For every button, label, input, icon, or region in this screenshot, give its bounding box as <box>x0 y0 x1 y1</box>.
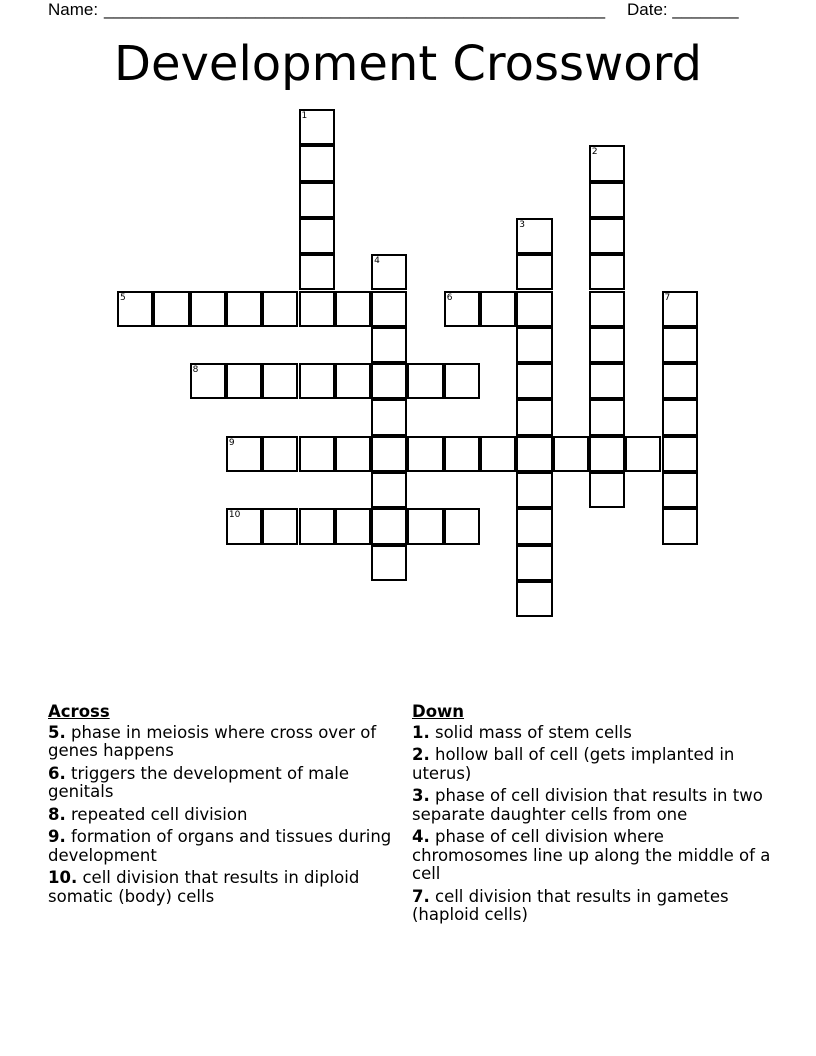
clue-text: triggers the development of male genitals <box>48 763 350 801</box>
clue-text: phase in meiosis where cross over of genes happens <box>48 722 377 760</box>
grid-cell[interactable] <box>516 508 552 544</box>
clue-number: 6. <box>48 763 66 783</box>
clue-number: 3. <box>412 786 430 805</box>
grid-cell[interactable] <box>299 109 335 145</box>
across-clue <box>48 869 398 906</box>
grid-cell[interactable] <box>516 472 552 508</box>
clue-number: 1. <box>412 722 430 742</box>
down-clues <box>412 703 782 929</box>
grid-cell[interactable] <box>371 508 407 544</box>
grid-cell[interactable] <box>262 436 298 472</box>
grid-cell[interactable] <box>153 291 189 327</box>
grid-cell[interactable] <box>444 291 480 327</box>
clue-text: solid mass of stem cells <box>429 722 632 742</box>
grid-cell[interactable] <box>371 363 407 399</box>
grid-cell[interactable] <box>371 327 407 363</box>
grid-cell[interactable] <box>662 291 698 327</box>
grid-cell[interactable] <box>589 182 625 218</box>
grid-cell[interactable] <box>117 291 153 327</box>
clue-number: 7 <box>664 292 671 303</box>
clue-text: phase of cell division where chromosomes line up along the middle of a cell <box>412 827 771 883</box>
grid-cell[interactable] <box>299 363 335 399</box>
grid-cell[interactable] <box>589 254 625 290</box>
grid-cell[interactable] <box>589 436 625 472</box>
grid-cell[interactable] <box>589 291 625 327</box>
clue-text: phase of cell division that results in two separate daughter cells from one <box>412 786 763 824</box>
across-heading: Across <box>48 702 110 721</box>
clue-number: 1 <box>301 111 308 121</box>
across-clues <box>48 703 398 910</box>
grid-cell[interactable] <box>625 436 661 472</box>
page-title: Development Crossword <box>114 36 702 92</box>
grid-cell[interactable] <box>299 436 335 472</box>
clue-number: 8 <box>192 365 199 376</box>
grid-cell[interactable] <box>299 254 335 290</box>
grid-cell[interactable] <box>516 399 552 435</box>
grid-cell[interactable] <box>371 436 407 472</box>
clue-number: 3 <box>519 219 526 230</box>
grid-cell[interactable] <box>190 291 226 327</box>
clue-number: 5. <box>48 722 66 742</box>
grid-cell[interactable] <box>662 436 698 472</box>
grid-cell[interactable] <box>371 254 407 290</box>
clue-number: 7. <box>412 886 430 906</box>
grid-cell[interactable] <box>226 291 262 327</box>
grid-cell[interactable] <box>662 508 698 544</box>
grid-cell[interactable] <box>589 218 625 254</box>
clue-number: 8. <box>48 804 66 824</box>
grid-cell[interactable] <box>335 363 371 399</box>
clue-number: 6 <box>446 292 453 303</box>
grid-cell[interactable] <box>516 254 552 290</box>
grid-cell[interactable] <box>516 581 552 617</box>
down-heading: Down <box>412 702 465 721</box>
name-label: Name: <box>48 0 99 19</box>
down-clue <box>412 828 782 884</box>
grid-cell[interactable] <box>516 363 552 399</box>
name-field-line: _____________________________________________________ <box>104 0 606 19</box>
grid-cell[interactable] <box>262 363 298 399</box>
grid-cell[interactable] <box>662 472 698 508</box>
grid-cell[interactable] <box>662 327 698 363</box>
grid-cell[interactable] <box>516 327 552 363</box>
grid-cell[interactable] <box>299 291 335 327</box>
grid-cell[interactable] <box>589 145 625 181</box>
clue-number: 2. <box>412 745 430 764</box>
grid-cell[interactable] <box>299 182 335 218</box>
clue-text: repeated cell division <box>65 804 248 824</box>
clue-number: 9 <box>228 437 235 448</box>
down-clue <box>412 746 782 783</box>
across-clue <box>48 828 398 865</box>
grid-cell[interactable] <box>299 145 335 181</box>
grid-cell[interactable] <box>371 291 407 327</box>
grid-cell[interactable] <box>407 508 443 544</box>
grid-cell[interactable] <box>226 363 262 399</box>
grid-cell[interactable] <box>516 218 552 254</box>
clue-number: 10 <box>228 510 241 521</box>
grid-cell[interactable] <box>407 436 443 472</box>
clue-text: hollow ball of cell (gets implanted in uterus) <box>412 745 735 783</box>
clue-number: 2 <box>591 147 598 158</box>
down-clue <box>412 724 782 743</box>
grid-cell[interactable] <box>516 291 552 327</box>
grid-cell[interactable] <box>226 436 262 472</box>
clue-number: 5 <box>120 292 126 303</box>
down-clue <box>412 787 782 824</box>
grid-cell[interactable] <box>516 545 552 581</box>
grid-cell[interactable] <box>662 363 698 399</box>
across-clue <box>48 765 398 802</box>
grid-cell[interactable] <box>553 436 589 472</box>
grid-cell[interactable] <box>407 363 443 399</box>
grid-cell[interactable] <box>371 472 407 508</box>
date-field: Date: _______ <box>627 0 739 19</box>
grid-cell[interactable] <box>662 399 698 435</box>
grid-cell[interactable] <box>444 363 480 399</box>
grid-cell[interactable] <box>335 436 371 472</box>
grid-cell[interactable] <box>480 291 516 327</box>
clue-text: cell division that results in gametes (haploid cells) <box>412 886 729 924</box>
grid-cell[interactable] <box>226 508 262 544</box>
grid-cell[interactable] <box>444 508 480 544</box>
clue-number: 4. <box>412 827 430 846</box>
grid-cell[interactable] <box>589 363 625 399</box>
grid-cell[interactable] <box>299 218 335 254</box>
clue-text: formation of organs and tissues during development <box>48 827 392 865</box>
grid-cell[interactable] <box>589 472 625 508</box>
grid-cell[interactable] <box>335 508 371 544</box>
clue-number: 10. <box>48 868 78 887</box>
clue-number: 4 <box>374 256 380 267</box>
grid-cell[interactable] <box>299 508 335 544</box>
across-clue <box>48 724 398 761</box>
grid-cell[interactable] <box>589 327 625 363</box>
clue-text: cell division that results in diploid somatic (body) cells <box>48 868 360 906</box>
grid-cell[interactable] <box>335 291 371 327</box>
clue-number: 9. <box>48 827 66 846</box>
grid-cell[interactable] <box>190 363 226 399</box>
grid-cell[interactable] <box>589 399 625 435</box>
down-clue <box>412 888 782 925</box>
grid-cell[interactable] <box>516 436 552 472</box>
grid-cell[interactable] <box>262 508 298 544</box>
grid-cell[interactable] <box>371 399 407 435</box>
grid-cell[interactable] <box>371 545 407 581</box>
across-clue <box>48 806 398 825</box>
grid-cell[interactable] <box>262 291 298 327</box>
grid-cell[interactable] <box>444 436 480 472</box>
grid-cell[interactable] <box>480 436 516 472</box>
